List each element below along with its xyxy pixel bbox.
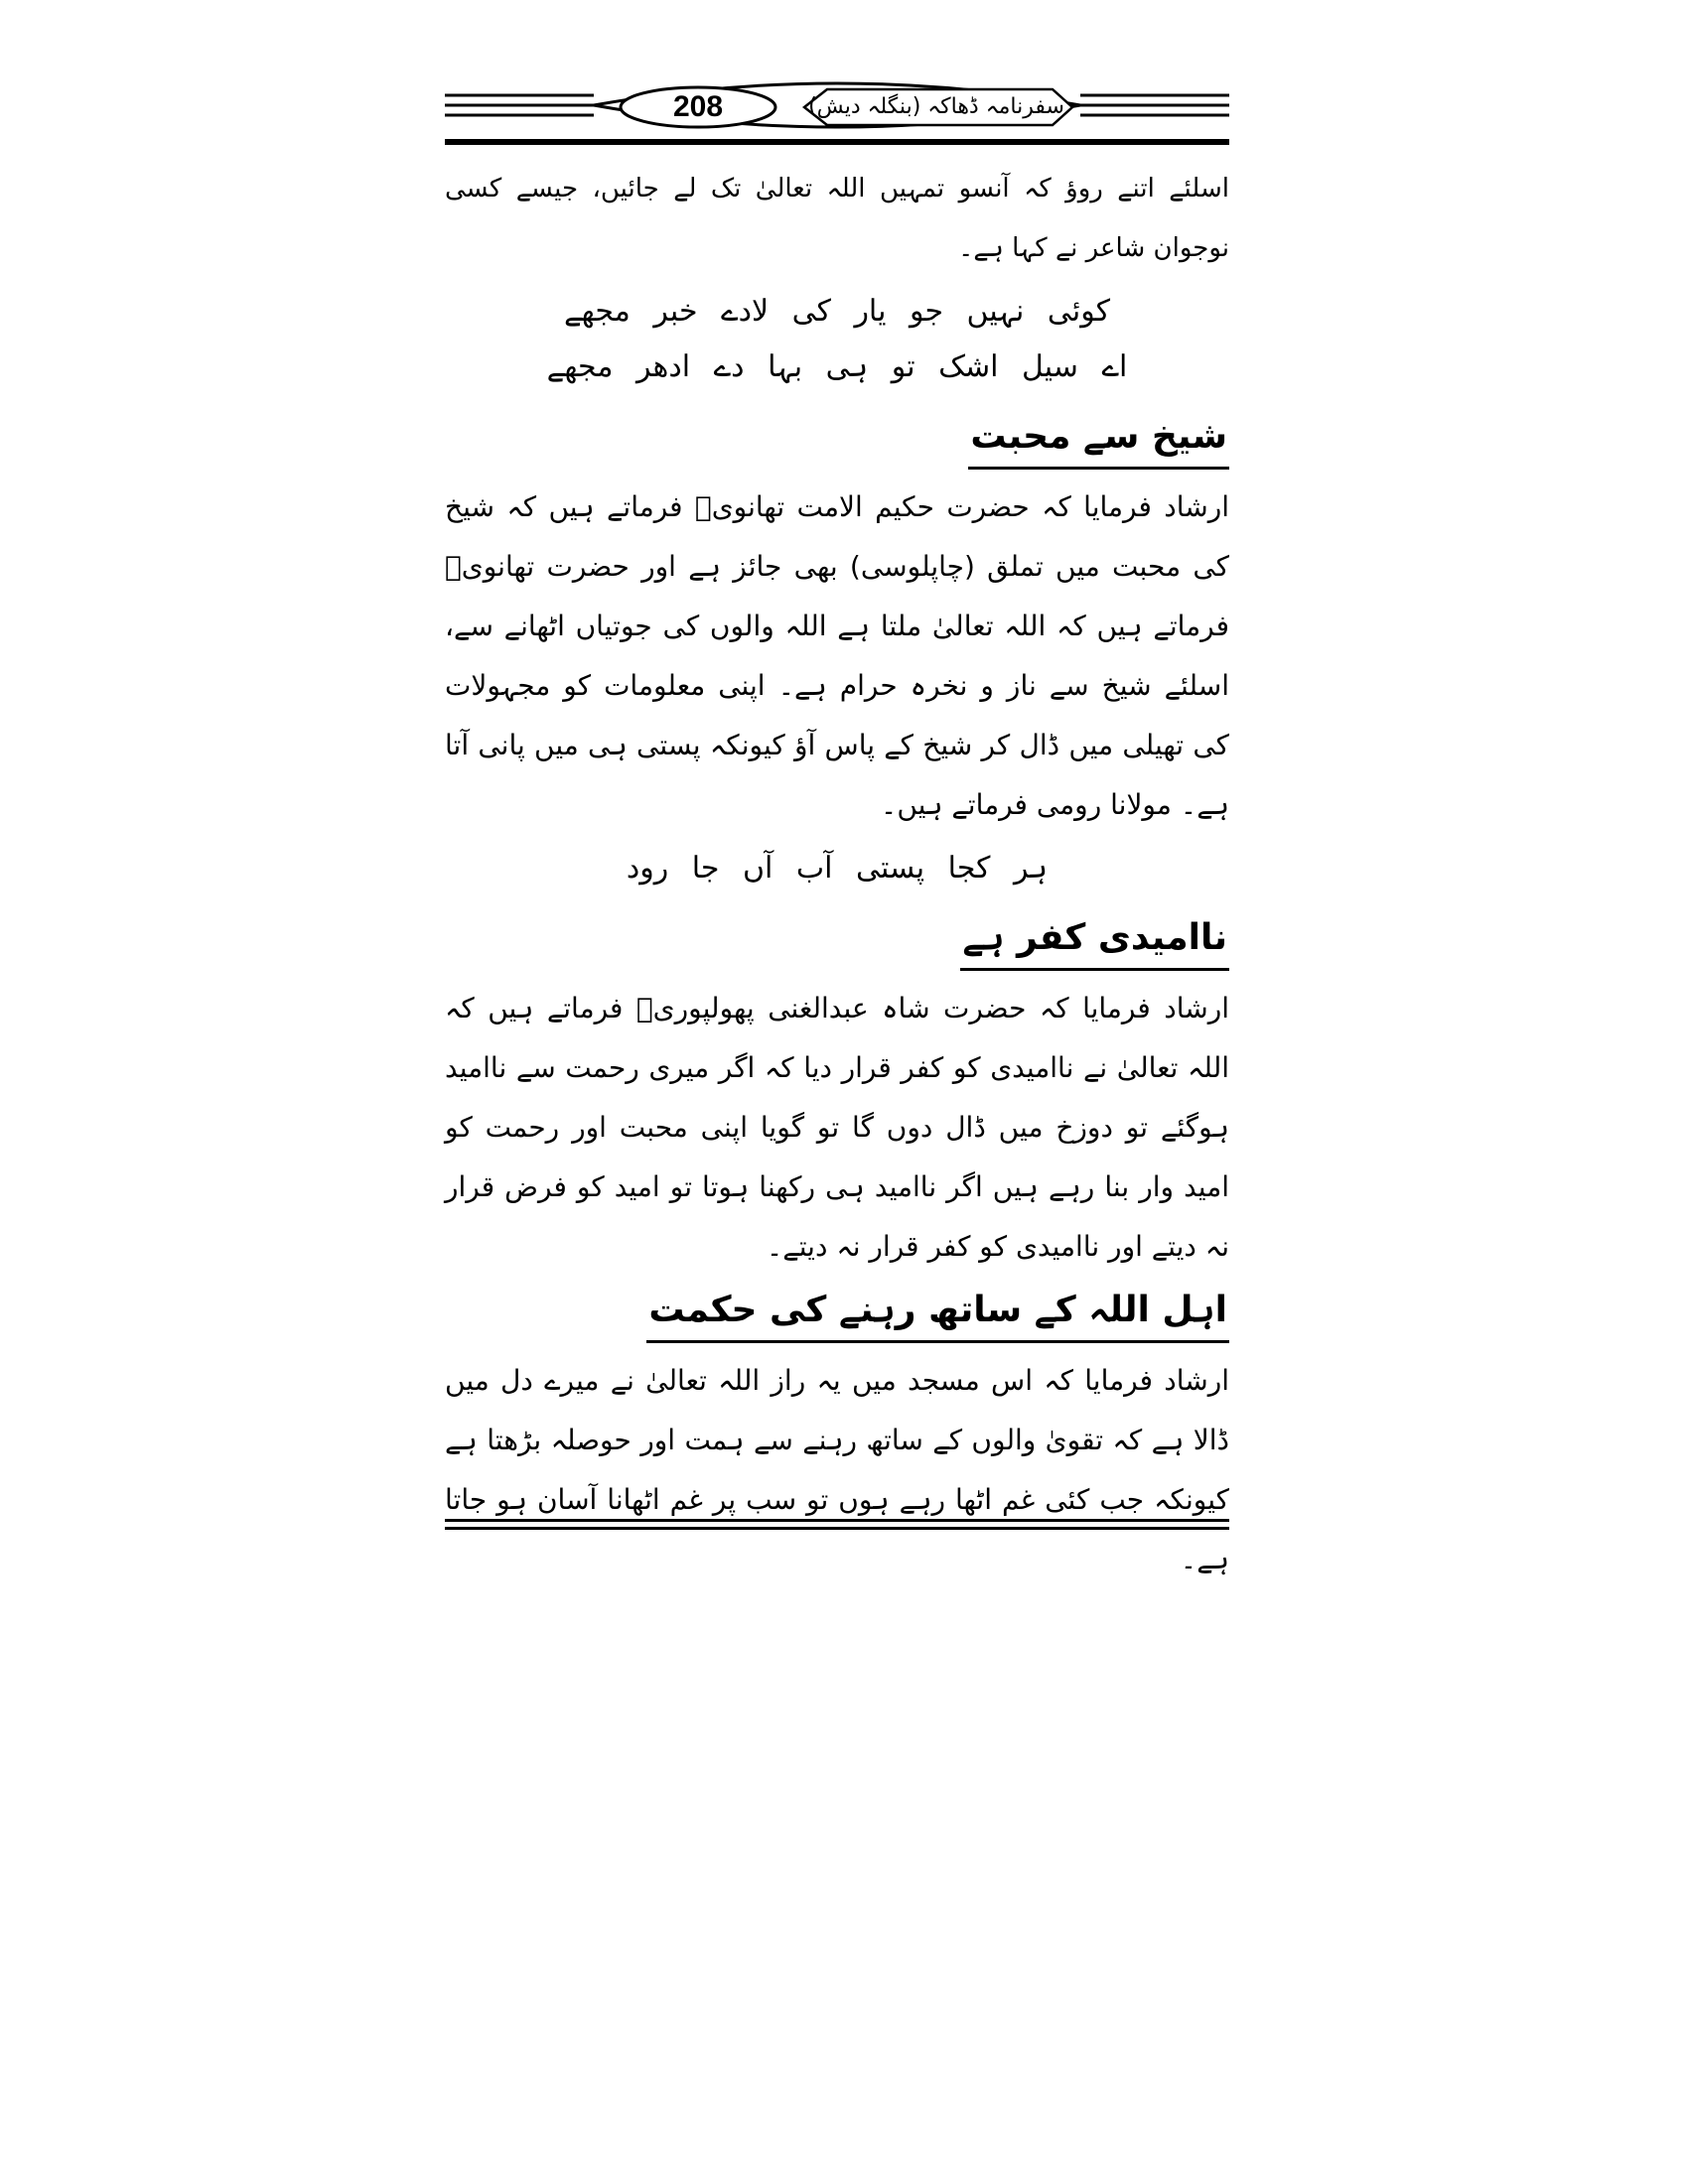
verse-line-1: کوئی نہیں جو یار کی لادے خبر مجھے — [563, 294, 1111, 329]
heading-row-2 — [445, 904, 1229, 979]
paragraph-shaikh: ارشاد فرمایا کہ حضرت حکیم الامت تھانویؒ فرماتے ہیں کہ شیخ کی محبت میں تملق (چاپلوسی) بھی جائز ہے اور حضرت تھانویؒ فرماتے ہیں کہ اللہ تعالیٰ ملتا ہے اللہ والوں کی جوتیاں اٹھانے سے، اسلئے شیخ سے ناز و نخرہ حرام ہے۔ اپنی معلومات کو مجہولات کی تھیلی میں ڈال کر شیخ کے پاس آؤ کیونکہ پستی ہی میں پانی آتا ہے۔ مولانا رومی فرماتے ہیں۔ — [445, 490, 1229, 821]
page-number: 208 — [672, 90, 724, 123]
page-content — [445, 159, 1229, 1589]
section-heading-wisdom: اہل اللہ کے ساتھ رہنے کی حکمت — [646, 1283, 1229, 1343]
verse-block-1 — [445, 284, 1229, 395]
heading-row-1 — [445, 403, 1229, 478]
paragraph-despair: ارشاد فرمایا کہ حضرت شاہ عبدالغنی پھولپوریؒ فرماتے ہیں کہ اللہ تعالیٰ نے ناامیدی کو کفر قرار دیا کہ اگر میری رحمت سے ناامید ہوگئے تو دوزخ میں ڈال دوں گا تو گویا اپنی محبت اور رحمت کو امید وار بنا رہے ہیں اگر ناامید ہی رکھنا ہوتا تو امید کو فرض قرار نہ دیتے اور ناامیدی کو کفر قرار نہ دیتے۔ — [445, 992, 1230, 1263]
heading-row-3 — [445, 1277, 1229, 1351]
book-title: سفرنامہ ڈھاکہ (بنگلہ دیش) — [808, 94, 1064, 119]
section-heading-despair: ناامیدی کفر ہے — [960, 910, 1229, 971]
verse-line-2: اے سیل اشک تو ہی بہا دے ادھر مجھے — [546, 349, 1128, 384]
verse-line-rumi: ہر کجا پستی آب آں جا رود — [626, 851, 1049, 886]
intro-paragraph: اسلئے اتنے روؤ کہ آنسو تمہیں اللہ تعالیٰ تک لے جائیں، جیسے کسی نوجوان شاعر نے کہا ہے۔ — [445, 174, 1229, 263]
paragraph-wisdom: ارشاد فرمایا کہ اس مسجد میں یہ راز اللہ تعالیٰ نے میرے دل میں ڈالا ہے کہ تقویٰ والوں کے ساتھ رہنے سے ہمت اور حوصلہ بڑھتا ہے کیونکہ جب کئی غم اٹھا رہے ہوں تو سب پر غم اٹھانا آسان ہو جاتا ہے۔ — [445, 1364, 1229, 1575]
footer-rule-line-top — [445, 1519, 1229, 1522]
section-heading-shaikh: شیخ سے محبت — [968, 409, 1229, 470]
footer-rule-line-bottom — [445, 1527, 1229, 1530]
verse-block-2 — [445, 841, 1229, 896]
footer-rule — [445, 1519, 1229, 1533]
page-header — [445, 77, 1229, 147]
